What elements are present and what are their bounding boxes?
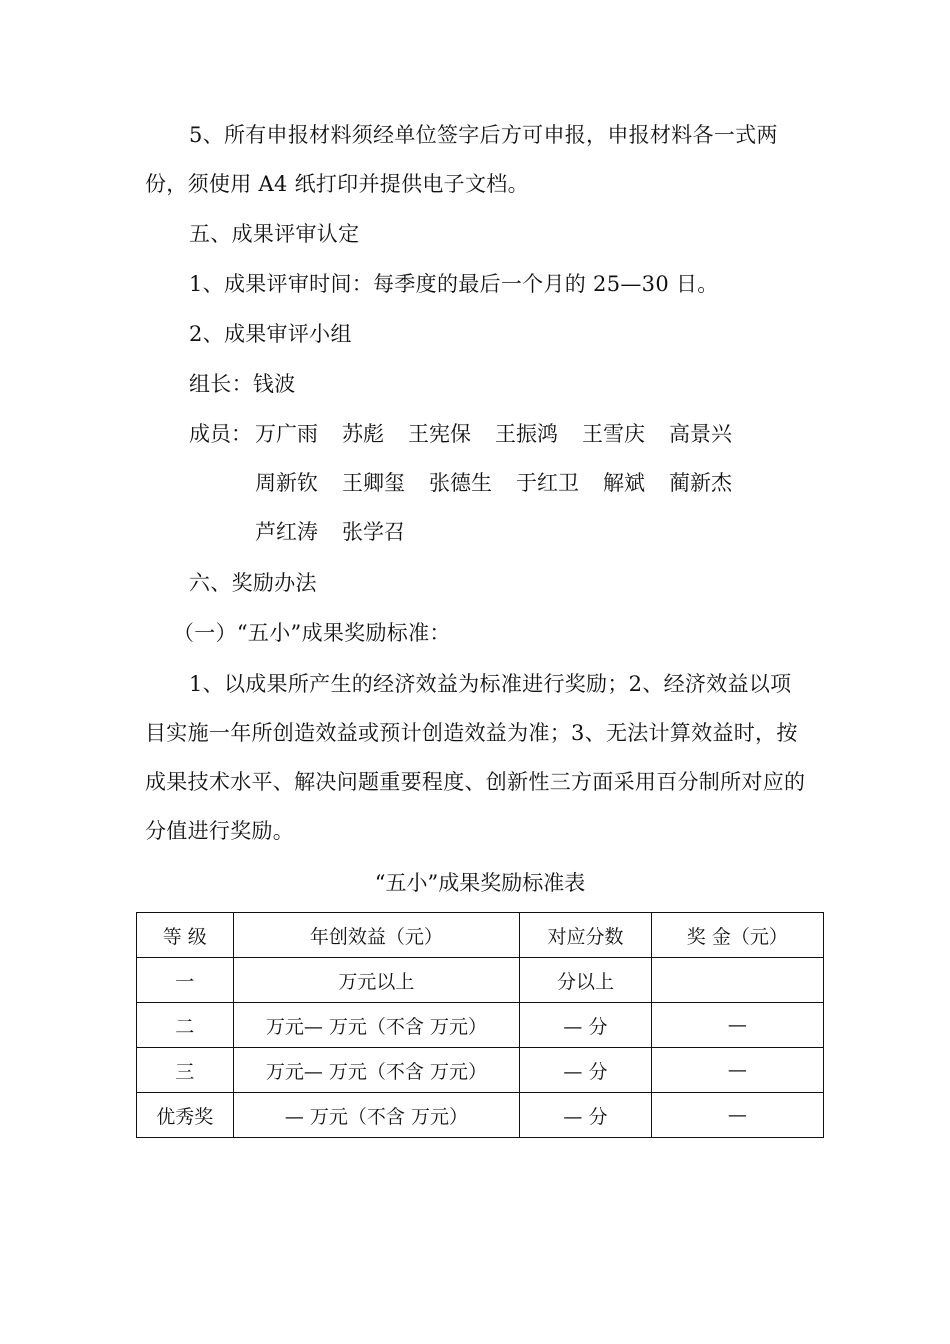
section-heading-rewards: 六、奖励办法 <box>189 571 317 595</box>
table-cell: 分以上 <box>520 958 651 1003</box>
member-name: 王雪庆 <box>582 422 645 446</box>
group-leader: 组长：钱波 <box>189 372 296 396</box>
member-name: 张德生 <box>429 471 492 495</box>
subsection-title: （一）“五小”成果奖励标准： <box>173 621 451 645</box>
review-time: 1、成果评审时间：每季度的最后一个月的 25—30 日。 <box>189 272 719 296</box>
table-cell <box>651 958 823 1003</box>
table-cell: 万元— 万元（不含 万元） <box>233 1003 520 1048</box>
reward-standard-table <box>136 912 824 1138</box>
table-row <box>137 1048 824 1093</box>
table-row <box>137 958 824 1003</box>
group-members <box>189 410 756 557</box>
table-header-row <box>137 913 824 958</box>
table-cell: 三 <box>137 1048 234 1093</box>
member-name: 于红卫 <box>516 471 579 495</box>
table-cell: — <box>651 1003 823 1048</box>
table-cell: — 分 <box>520 1003 651 1048</box>
table-cell: 万元— 万元（不含 万元） <box>233 1048 520 1093</box>
table-row <box>137 1093 824 1138</box>
reward-standard-text: 1、以成果所产生的经济效益为标准进行奖励；2、经济效益以项目实施一年所创造效益或预计创造效益为准；3、无法计算效益时，按成果技术水平、解决问题重要程度、创新性三方面采用百分制所对应的分值进行奖励。 <box>145 672 806 843</box>
member-name: 王卿玺 <box>342 471 405 495</box>
table-caption: “五小”成果奖励标准表 <box>374 871 586 895</box>
member-name: 万广雨 <box>255 422 318 446</box>
members-row-2 <box>189 459 756 508</box>
member-name: 解斌 <box>603 471 645 495</box>
table-cell: 二 <box>137 1003 234 1048</box>
header-annual-benefit: 年创效益（元） <box>233 913 520 958</box>
member-name: 苏彪 <box>342 422 384 446</box>
member-name: 周新钦 <box>255 471 318 495</box>
member-name: 张学召 <box>342 520 405 544</box>
table-row <box>137 1003 824 1048</box>
members-label: 成员： <box>189 422 252 446</box>
table-cell: — <box>651 1093 823 1138</box>
table-cell: — 分 <box>520 1048 651 1093</box>
member-name: 芦红涛 <box>255 520 318 544</box>
member-name: 蔺新杰 <box>669 471 732 495</box>
section-heading-review: 五、成果评审认定 <box>189 222 360 246</box>
members-row-3 <box>189 508 756 557</box>
review-group-title: 2、成果审评小组 <box>189 322 352 346</box>
member-name: 王振鸿 <box>495 422 558 446</box>
table-cell: — 分 <box>520 1093 651 1138</box>
table-cell: 优秀奖 <box>137 1093 234 1138</box>
table-cell: — 万元（不含 万元） <box>233 1093 520 1138</box>
header-grade: 等 级 <box>137 913 234 958</box>
paragraph-item5-line2: 份，须使用 A4 纸打印并提供电子文档。 <box>145 172 529 196</box>
members-row-1 <box>189 410 756 459</box>
header-bonus: 奖 金（元） <box>651 913 823 958</box>
table-cell: 万元以上 <box>233 958 520 1003</box>
table-cell: 一 <box>137 958 234 1003</box>
member-name: 王宪保 <box>408 422 471 446</box>
member-name: 高景兴 <box>669 422 732 446</box>
table-cell: — <box>651 1048 823 1093</box>
paragraph-item5-line1: 5、所有申报材料须经单位签字后方可申报，申报材料各一式两 <box>189 123 778 147</box>
header-score: 对应分数 <box>520 913 651 958</box>
